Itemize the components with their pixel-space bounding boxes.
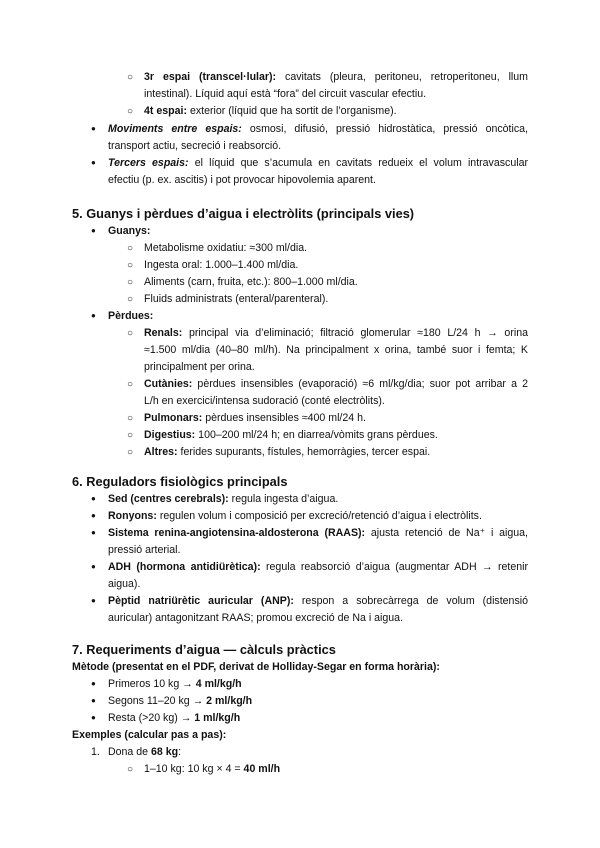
disc-bullet-icon — [91, 694, 96, 709]
circle-bullet-icon — [127, 762, 133, 777]
rule-item: Resta (>20 kg) → 1 ml/kg/h — [108, 712, 241, 724]
circle-bullet-icon — [127, 326, 133, 341]
loss-item-cutanies: Cutànies: pèrdues insensibles (evaporació) ≈6 ml/kg/dia; suor pot arribar a 2 — [144, 378, 528, 390]
list-item-3r-espai: 3r espai (transcel·lular): cavitats (pleura, peritoneu, retroperitoneu, llum — [144, 71, 528, 83]
example-number: 1. — [91, 746, 100, 758]
regulator-item-cont: aigua). — [108, 578, 141, 590]
list-item-4t-espai: 4t espai: exterior (líquid que ha sortit de l’organisme). — [144, 105, 397, 117]
circle-bullet-icon — [127, 292, 133, 307]
section-5-heading: 5. Guanys i pèrdues d’aigua i electròlits (principals vies) — [72, 206, 415, 221]
circle-bullet-icon — [127, 241, 133, 256]
method-line: Mètode (presentat en el PDF, derivat de Holliday-Segar en forma horària): — [72, 661, 440, 673]
section-6-heading: 6. Reguladors fisiològics principals — [72, 474, 288, 489]
list-item-tercers-espais: Tercers espais: el líquid que s’acumula en cavitats redueix el volum intravascular — [108, 157, 529, 169]
circle-bullet-icon — [127, 275, 133, 290]
rule-item: Primeros 10 kg → 4 ml/kg/h — [108, 678, 242, 690]
loss-item-renals: Renals: principal via d’eliminació; filtració glomerular ≈180 L/24 h → orina — [144, 327, 528, 339]
gains-label: Guanys: — [108, 225, 151, 237]
regulator-item: Pèptid natriürètic auricular (ANP): respon a sobrecàrrega de volum (distensió — [108, 595, 528, 607]
regulator-item: Sistema renina-angiotensina-aldosterona (RAAS): ajusta retenció de Na⁺ i aigua, — [108, 527, 528, 539]
regulator-item: Ronyons: regulen volum i composició per excreció/retenció d’aigua i electròlits. — [108, 510, 482, 522]
disc-bullet-icon — [91, 492, 96, 507]
regulator-item-cont: auricular) antagonitzant RAAS; promou excreció de Na i aigua. — [108, 612, 404, 624]
disc-bullet-icon — [91, 156, 96, 171]
loss-item-cutanies-cont: L/h en exercici/intensa sudoració (conté electròlits). — [144, 395, 385, 407]
disc-bullet-icon — [91, 526, 96, 541]
losses-label: Pèrdues: — [108, 310, 154, 322]
gain-item: Ingesta oral: 1.000–1.400 ml/dia. — [144, 259, 299, 271]
loss-item-altres: Altres: ferides supurants, fístules, hemorràgies, tercer espai. — [144, 446, 431, 458]
list-item-3r-espai-cont: intestinal). Líquid aquí està “fora” del circuit vascular efectiu. — [144, 88, 427, 100]
disc-bullet-icon — [91, 594, 96, 609]
regulator-item: Sed (centres cerebrals): regula ingesta d’aigua. — [108, 493, 339, 505]
regulator-item: ADH (hormona antidiürètica): regula reabsorció d’aigua (augmentar ADH → retenir — [108, 561, 528, 573]
circle-bullet-icon — [127, 428, 133, 443]
gain-item: Metabolisme oxidatiu: ≈300 ml/dia. — [144, 242, 308, 254]
list-item-tercers-cont: efectiu (p. ex. ascitis) i pot provocar hipovolemia aparent. — [108, 174, 376, 186]
circle-bullet-icon — [127, 445, 133, 460]
disc-bullet-icon — [91, 309, 96, 324]
disc-bullet-icon — [91, 224, 96, 239]
regulator-item-cont: pressió arterial. — [108, 544, 181, 556]
disc-bullet-icon — [91, 560, 96, 575]
gain-item: Aliments (carn, fruita, etc.): 800–1.000 ml/dia. — [144, 276, 358, 288]
disc-bullet-icon — [91, 122, 96, 137]
circle-bullet-icon — [127, 258, 133, 273]
loss-item-digestius: Digestius: 100–200 ml/24 h; en diarrea/vòmits grans pèrdues. — [144, 429, 438, 441]
example-step: 1–10 kg: 10 kg × 4 = 40 ml/h — [144, 763, 281, 775]
circle-bullet-icon — [127, 70, 133, 85]
circle-bullet-icon — [127, 411, 133, 426]
loss-item-renals-cont: principalment per orina. — [144, 361, 255, 373]
loss-item-renals-cont: ≈1.500 ml/dia (40–80 ml/h). Na principalment x orina, també suor i femta; K — [144, 344, 528, 356]
gain-item: Fluids administrats (enteral/parenteral). — [144, 293, 329, 305]
section-7-heading: 7. Requeriments d’aigua — càlculs pràctics — [72, 642, 336, 657]
circle-bullet-icon — [127, 377, 133, 392]
disc-bullet-icon — [91, 677, 96, 692]
disc-bullet-icon — [91, 509, 96, 524]
circle-bullet-icon — [127, 104, 133, 119]
examples-label: Exemples (calcular pas a pas): — [72, 729, 227, 741]
disc-bullet-icon — [91, 711, 96, 726]
example-item: Dona de 68 kg: — [108, 746, 182, 758]
loss-item-pulmonars: Pulmonars: pèrdues insensibles ≈400 ml/24 h. — [144, 412, 366, 424]
list-item-moviments: Moviments entre espais: osmosi, difusió, pressió hidrostàtica, pressió oncòtica, — [108, 123, 528, 135]
rule-item: Segons 11–20 kg → 2 ml/kg/h — [108, 695, 253, 707]
list-item-moviments-cont: transport actiu, secreció i reabsorció. — [108, 140, 282, 152]
